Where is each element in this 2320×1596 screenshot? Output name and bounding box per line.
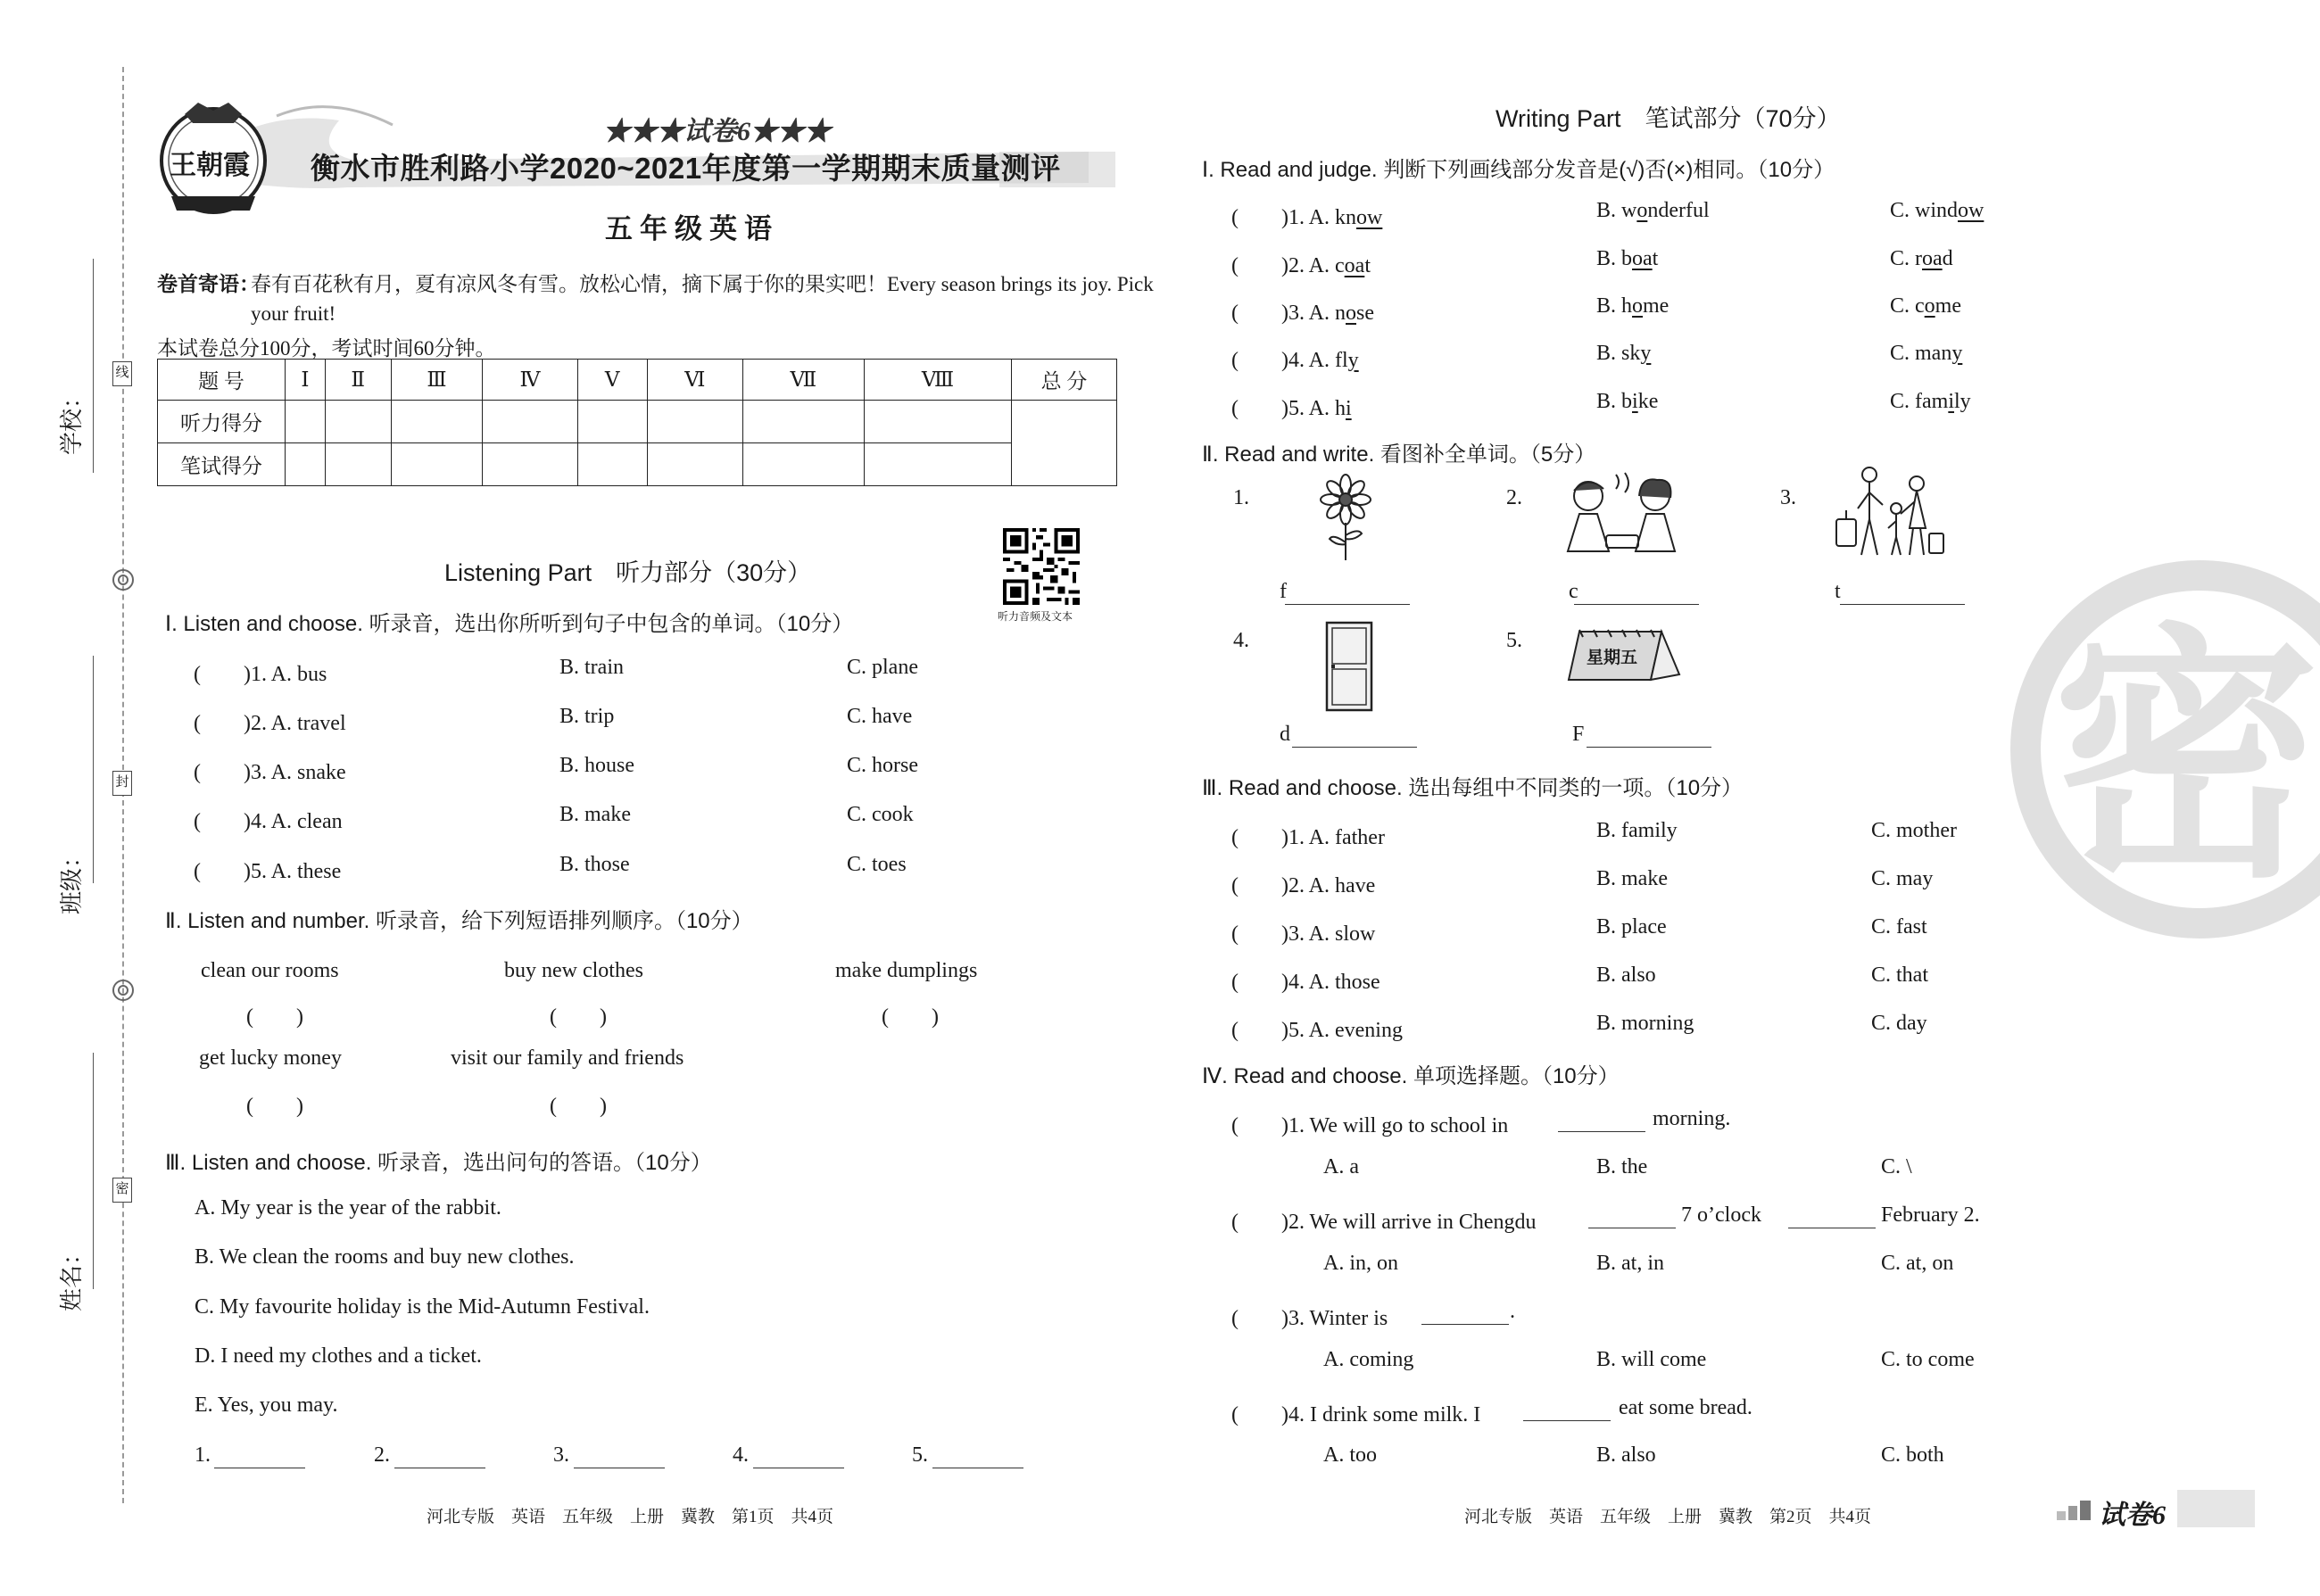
l1-q5: ( )5. A. these <box>194 860 342 883</box>
w4-q1-post: morning. <box>1653 1107 1731 1130</box>
w1-q3-c: C. come <box>1890 294 1961 318</box>
w1-q1: ( )1. A. know <box>1231 206 1383 229</box>
score-cell[interactable] <box>325 401 391 443</box>
score-cell[interactable] <box>483 443 577 486</box>
score-row-writing: 笔试得分 <box>158 443 286 486</box>
score-row-listening: 听力得分 <box>158 401 286 443</box>
w3-q5: ( )5. A. evening <box>1231 1019 1403 1042</box>
pic-letter-1: f <box>1280 580 1287 603</box>
word-blank[interactable] <box>1292 747 1417 748</box>
w1-q4-c: C. many <box>1890 342 1963 365</box>
phrase-buy-clothes: buy new clothes <box>504 959 643 982</box>
score-cell[interactable] <box>391 443 483 486</box>
blank-label: 5. <box>912 1443 928 1467</box>
listening-section-2-title: Ⅱ. Listen and number. 听录音，给下列短语排列顺序。（10分） <box>165 909 753 933</box>
footer-tag-text: 试卷6 <box>2099 1501 2166 1530</box>
listening-title: Listening Part 听力部分（30分） <box>444 559 812 586</box>
w4-q2-c: C. at, on <box>1881 1252 1954 1275</box>
footer-tag-bg <box>2177 1490 2255 1527</box>
l3-option-a: A. My year is the year of the rabbit. <box>195 1196 501 1220</box>
w4-q1-b: B. the <box>1596 1155 1648 1178</box>
w4-q4-c: C. both <box>1881 1443 1944 1467</box>
w4-q2-mid: 7 o’clock <box>1681 1203 1761 1227</box>
pic-letter-5: F <box>1572 723 1585 746</box>
phrase-clean-rooms: clean our rooms <box>201 959 339 982</box>
w1-q4-b: B. sky <box>1596 342 1652 365</box>
score-cell[interactable] <box>647 401 742 443</box>
w4-q1-a: A. a <box>1323 1155 1359 1178</box>
writing-section-2-title: Ⅱ. Read and write. 看图补全单词。（5分） <box>1202 442 1596 467</box>
score-col-7: Ⅶ <box>742 360 864 401</box>
l1-q5-b: B. those <box>559 853 630 876</box>
paper-number: ★★★试卷6★★★ <box>603 117 831 146</box>
pic-num-1: 1. <box>1233 486 1249 509</box>
w4-q2-b: B. at, in <box>1596 1252 1664 1275</box>
score-cell[interactable] <box>577 401 647 443</box>
l1-q1-b: B. train <box>559 656 624 679</box>
qr-caption: 听力音频及文本 <box>998 610 1073 623</box>
motto-label: 卷首寄语： <box>157 273 260 295</box>
footer-right: 河北专版 英语 五年级 上册 冀教 第2页 共4页 <box>1464 1508 1872 1526</box>
name-label: 姓名： <box>59 1241 85 1311</box>
l1-q3-b: B. house <box>559 754 634 777</box>
writing-section-3-title: Ⅲ. Read and choose. 选出每组中不同类的一项。（10分） <box>1202 776 1744 800</box>
w1-q1-b: B. wonderful <box>1596 199 1710 222</box>
l1-q4-c: C. cook <box>847 803 914 826</box>
w4-q4-a: A. too <box>1323 1443 1377 1467</box>
margin-rosette-icon <box>111 567 136 592</box>
w4-q3-b: B. will come <box>1596 1348 1707 1371</box>
score-col-8: Ⅷ <box>864 360 1011 401</box>
w3-q4-b: B. also <box>1596 963 1656 987</box>
blank-label: 4. <box>733 1443 749 1467</box>
logo-text: 王朝霞 <box>170 150 250 181</box>
w3-q1: ( )1. A. father <box>1231 826 1385 849</box>
w1-q5-b: B. bike <box>1596 390 1659 413</box>
score-col-1: Ⅰ <box>286 360 326 401</box>
w3-q2-c: C. may <box>1871 867 1934 890</box>
blank-label: 2. <box>374 1443 390 1467</box>
w1-q5-c: C. family <box>1890 390 1971 413</box>
score-cell[interactable] <box>647 443 742 486</box>
w4-q3: ( )3. Winter is <box>1231 1307 1388 1330</box>
answer-paren[interactable]: ( ) <box>550 1005 607 1029</box>
writing-title: Writing Part 笔试部分（70分） <box>1496 105 1841 132</box>
seal-mark-line: 线 <box>112 361 132 386</box>
w1-q2: ( )2. A. coat <box>1231 254 1371 277</box>
w3-q3-b: B. place <box>1596 915 1667 939</box>
w4-q1: ( )1. We will go to school in <box>1231 1114 1509 1137</box>
answer-paren[interactable]: ( ) <box>246 1005 303 1029</box>
pic-num-5: 5. <box>1506 629 1522 652</box>
pic-letter-3: t <box>1835 580 1841 603</box>
l1-q5-c: C. toes <box>847 853 907 876</box>
writing-section-1-title: Ⅰ. Read and judge. 判断下列画线部分发音是(√)否(×)相同。（10分） <box>1202 158 1835 182</box>
seal-mark-secret: 密 <box>112 1178 132 1203</box>
w1-q5: ( )5. A. hi <box>1231 397 1352 420</box>
listening-section-1-title: Ⅰ. Listen and choose. 听录音，选出你所听到句子中包含的单词。（10分） <box>165 612 854 636</box>
door-icon <box>1324 621 1374 712</box>
score-col-5: Ⅴ <box>577 360 647 401</box>
w1-q4: ( )4. A. fly <box>1231 349 1359 372</box>
w4-q4-b: B. also <box>1596 1443 1656 1467</box>
score-col-3: Ⅲ <box>391 360 483 401</box>
w4-q3-a: A. coming <box>1323 1348 1414 1371</box>
score-col-2: Ⅱ <box>325 360 391 401</box>
pic-num-3: 3. <box>1780 486 1796 509</box>
word-blank[interactable] <box>1587 747 1711 748</box>
l1-q1-c: C. plane <box>847 656 918 679</box>
blank-label: 1. <box>195 1443 211 1467</box>
w3-q1-b: B. family <box>1596 819 1678 842</box>
school-label: 学校： <box>59 385 85 455</box>
pic-num-4: 4. <box>1233 629 1249 652</box>
score-col-4: Ⅳ <box>483 360 577 401</box>
w3-q4: ( )4. A. those <box>1231 971 1380 994</box>
answer-blank[interactable] <box>1523 1420 1611 1421</box>
w3-q1-c: C. mother <box>1871 819 1957 842</box>
score-col-total: 总 分 <box>1012 360 1117 401</box>
qr-code[interactable] <box>1003 528 1080 605</box>
score-cell[interactable] <box>286 443 326 486</box>
l1-q3-c: C. horse <box>847 754 918 777</box>
answer-paren[interactable]: ( ) <box>882 1005 939 1029</box>
l3-option-e: E. Yes, you may. <box>195 1393 338 1417</box>
pic-letter-4: d <box>1280 723 1290 746</box>
score-cell[interactable] <box>391 401 483 443</box>
phrase-make-dumplings: make dumplings <box>835 959 978 982</box>
class-label: 班级： <box>59 844 85 914</box>
score-cell[interactable] <box>742 443 864 486</box>
l3-option-d: D. I need my clothes and a ticket. <box>195 1344 482 1368</box>
w4-q3-post: . <box>1510 1300 1515 1323</box>
flower-icon <box>1310 473 1381 562</box>
score-cell[interactable] <box>286 401 326 443</box>
footer-squares-icon <box>2057 1501 2092 1522</box>
w4-q4: ( )4. I drink some milk. I <box>1231 1403 1481 1426</box>
score-cell[interactable] <box>483 401 577 443</box>
motto-line2: your fruit! <box>251 302 336 325</box>
l3-option-c: C. My favourite holiday is the Mid-Autumn Festival. <box>195 1295 650 1319</box>
answer-blank[interactable] <box>1558 1131 1645 1132</box>
w4-q2-post: February 2. <box>1881 1203 1980 1227</box>
w1-q3-b: B. home <box>1596 294 1670 318</box>
word-blank[interactable] <box>1574 604 1699 605</box>
w1-q1-c: C. window <box>1890 199 1984 222</box>
w1-q3: ( )3. A. nose <box>1231 302 1374 325</box>
l1-q4: ( )4. A. clean <box>194 810 343 833</box>
motto-line1: 春有百花秋有月，夏有凉风冬有雪。放松心情，摘下属于你的果实吧！Every season brings its joy. Pick <box>251 273 1154 295</box>
score-col-6: Ⅵ <box>647 360 742 401</box>
answer-blank[interactable] <box>1421 1324 1509 1325</box>
w3-q2-b: B. make <box>1596 867 1668 890</box>
margin-rosette-icon <box>111 978 136 1003</box>
blank-label: 3. <box>553 1443 569 1467</box>
pic-letter-2: c <box>1569 580 1578 603</box>
exam-note: 本试卷总分100分，考试时间60分钟。 <box>157 337 496 360</box>
w3-q2: ( )2. A. have <box>1231 874 1376 897</box>
w1-q2-b: B. boat <box>1596 247 1659 270</box>
phrase-lucky-money: get lucky money <box>199 1046 342 1070</box>
pic-num-2: 2. <box>1506 486 1522 509</box>
score-cell[interactable] <box>864 401 1011 443</box>
score-cell[interactable] <box>864 443 1011 486</box>
w3-q5-c: C. day <box>1871 1012 1927 1035</box>
watermark-char: 密 <box>2052 602 2320 914</box>
children-chatting-icon <box>1557 471 1686 562</box>
l1-q4-b: B. make <box>559 803 631 826</box>
w4-q4-post: eat some bread. <box>1619 1396 1752 1419</box>
w3-q3: ( )3. A. slow <box>1231 922 1376 946</box>
seal-mark-seal: 封 <box>112 771 132 796</box>
w4-q2: ( )2. We will arrive in Chengdu <box>1231 1211 1537 1234</box>
score-cell[interactable] <box>325 443 391 486</box>
writing-section-4-title: Ⅳ. Read and choose. 单项选择题。（10分） <box>1202 1064 1620 1088</box>
exam-title: 衡水市胜利路小学2020~2021年度第一学期期末质量测评 <box>311 152 1061 185</box>
score-table <box>157 359 1117 486</box>
l1-q1: ( )1. A. bus <box>194 663 327 686</box>
l1-q2-b: B. trip <box>559 705 615 728</box>
w4-q1-c: C. \ <box>1881 1155 1912 1178</box>
listening-section-3-title: Ⅲ. Listen and choose. 听录音，选出问句的答语。（10分） <box>165 1151 712 1175</box>
word-blank[interactable] <box>1840 604 1965 605</box>
answer-paren[interactable]: ( ) <box>246 1095 303 1118</box>
subject-title: 五年级英语 <box>605 213 779 244</box>
w4-q2-a: A. in, on <box>1323 1252 1398 1275</box>
score-cell[interactable] <box>577 443 647 486</box>
score-total-cell[interactable] <box>1012 401 1117 486</box>
l1-q2: ( )2. A. travel <box>194 712 346 735</box>
score-table-corner: 题 号 <box>158 360 286 401</box>
w3-q5-b: B. morning <box>1596 1012 1694 1035</box>
score-cell[interactable] <box>742 401 864 443</box>
family-travel-icon <box>1829 466 1950 562</box>
w3-q3-c: C. fast <box>1871 915 1927 939</box>
w1-q2-c: C. road <box>1890 247 1953 270</box>
phrase-visit-family: visit our family and friends <box>451 1046 684 1070</box>
calendar-text: 星期五 <box>1587 648 1638 667</box>
l1-q3: ( )3. A. snake <box>194 761 346 784</box>
w3-q4-c: C. that <box>1871 963 1928 987</box>
w4-q3-c: C. to come <box>1881 1348 1975 1371</box>
footer-left: 河北专版 英语 五年级 上册 冀教 第1页 共4页 <box>427 1508 834 1526</box>
l3-option-b: B. We clean the rooms and buy new clothes. <box>195 1245 575 1269</box>
answer-paren[interactable]: ( ) <box>550 1095 607 1118</box>
l1-q2-c: C. have <box>847 705 913 728</box>
word-blank[interactable] <box>1285 604 1410 605</box>
